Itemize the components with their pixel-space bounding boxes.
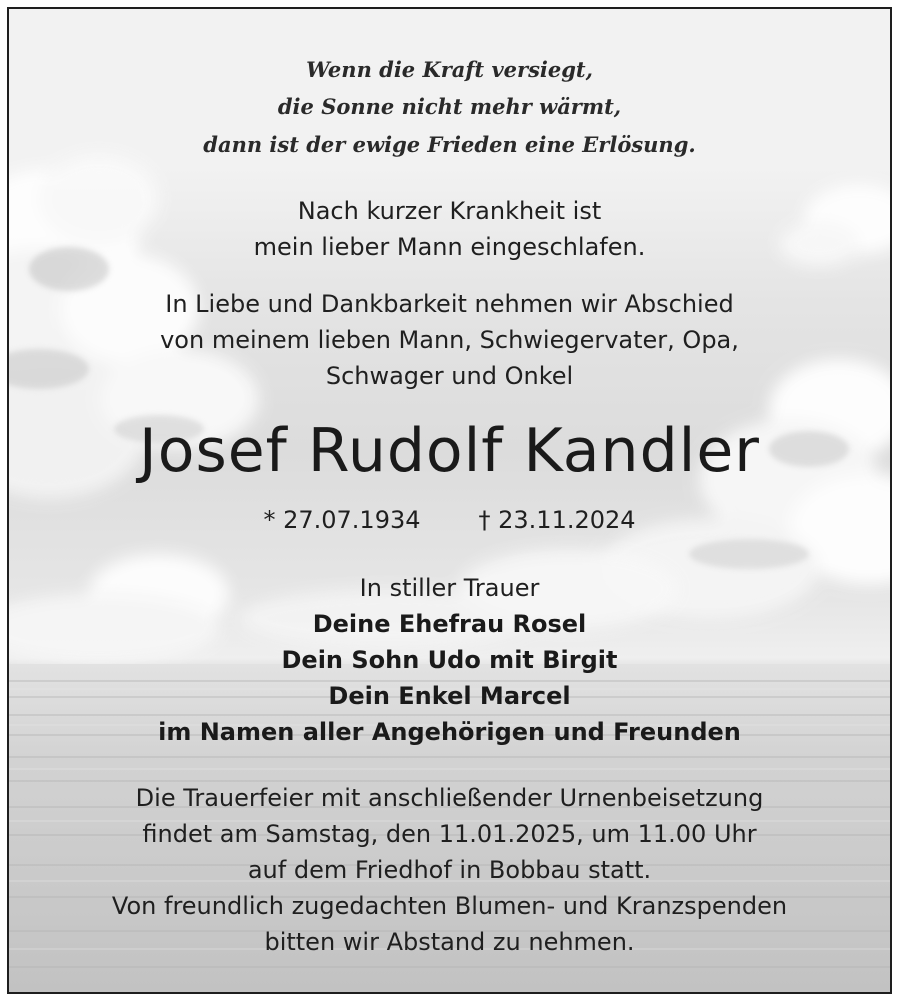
intro-line-1: Nach kurzer Krankheit ist [297, 197, 602, 225]
mourner-line: Dein Enkel Marcel [328, 682, 571, 710]
farewell-line-1: In Liebe und Dankbarkeit nehmen wir Abschied [165, 290, 734, 318]
obituary-text [9, 9, 890, 992]
motto-line-1: Wenn die Kraft versiegt, [306, 57, 593, 82]
motto-line-2: die Sonne nicht mehr wärmt, [277, 94, 622, 119]
farewell-line-2: von meinem lieben Mann, Schwiegervater, Opa, [160, 326, 739, 354]
mourner-line: im Namen aller Angehörigen und Freunden [158, 718, 741, 746]
death-date: † 23.11.2024 [478, 506, 636, 534]
funeral-detail-line: bitten wir Abstand zu nehmen. [264, 928, 635, 956]
intro-line-2: mein lieber Mann eingeschlafen. [253, 233, 646, 261]
life-dates [9, 506, 890, 534]
farewell-line-3: Schwager und Onkel [325, 362, 574, 390]
funeral-detail-line: Von freundlich zugedachten Blumen- und Kranzspenden [111, 892, 788, 920]
funeral-detail-line: findet am Samstag, den 11.01.2025, um 11.00 Uhr [142, 820, 757, 848]
funeral-detail-line: auf dem Friedhof in Bobbau statt. [247, 856, 652, 884]
motto-line-3: dann ist der ewige Frieden eine Erlösung. [203, 132, 696, 157]
mourner-line: Dein Sohn Udo mit Birgit [281, 646, 618, 674]
deceased-name: Josef Rudolf Kandler [139, 416, 760, 486]
mourner-line: Deine Ehefrau Rosel [312, 610, 587, 638]
birth-date: * 27.07.1934 [263, 506, 421, 534]
funeral-detail-line: Die Trauerfeier mit anschließender Urnenbeisetzung [135, 784, 764, 812]
mourning-heading: In stiller Trauer [359, 574, 540, 602]
obituary-card [7, 7, 892, 994]
